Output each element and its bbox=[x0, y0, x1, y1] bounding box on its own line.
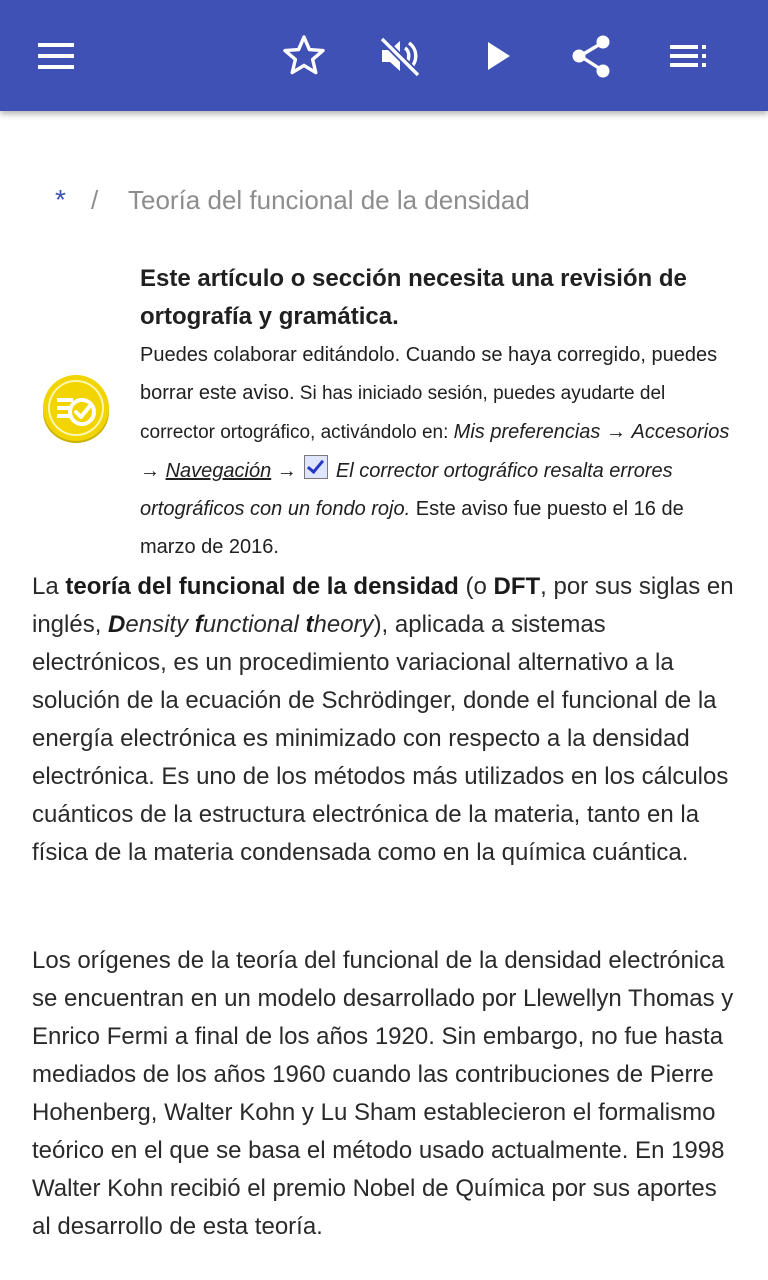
term-bold: teoría del funcional de la densidad bbox=[65, 573, 459, 600]
breadcrumb-separator: / bbox=[91, 185, 99, 215]
menu-icon bbox=[30, 30, 82, 82]
play-icon bbox=[472, 30, 524, 82]
app-bar bbox=[0, 0, 768, 111]
maintenance-notice bbox=[140, 260, 740, 566]
notice-text: Puedes colaborar editándolo. Cuando se haya corregido, puedes borrar este aviso. bbox=[140, 344, 718, 404]
notice-arrow: → bbox=[271, 460, 303, 482]
play-button[interactable] bbox=[472, 30, 524, 82]
article-paragraph-2: Los orígenes de la teoría del funcional de la densidad electrónica se encuentran en un modelo desarrollado por Llewellyn Thomas y Enrico Fermi a final de los años 1920. Sin embargo, no fue hasta mediados de los años 1960 cuando las contribuciones de Pierre Hohenberg, Walter Kohn y Lu Sham establecieron el formalismo teórico en el que se basa el método usado actualmente. En 1998 Walter Kohn recibió el premio Nobel de Química por sus aportes al desarrollo de esta teoría. bbox=[32, 947, 734, 1240]
breadcrumb bbox=[0, 182, 768, 218]
star-icon bbox=[278, 30, 330, 82]
notice-date: Este aviso fue puesto el 16 de marzo de 2016. bbox=[140, 498, 684, 558]
menu-button[interactable] bbox=[30, 30, 82, 82]
notice-spellcheck-desc: El corrector ortográfico resalta errores ortográficos con un fondo rojo. bbox=[140, 460, 673, 520]
text-run: unctional bbox=[202, 611, 306, 638]
notice-arrow: → bbox=[140, 460, 166, 482]
breadcrumb-current: Teoría del funcional de la densidad bbox=[128, 185, 530, 215]
notice-path-preferences: Mis preferencias bbox=[453, 421, 601, 443]
letter-bold: f bbox=[194, 611, 203, 638]
letter-bold: D bbox=[108, 611, 126, 638]
text-run: ), aplicada a sistemas electrónicos, es un procedimiento variacional alternativo a la solución de la ecuación de Schrödinger, donde el funcional de la energía electrónica es minimizado con respecto a la densidad electrónica. Es uno de los métodos más utilizados en los cálculos cuánticos de la estructura electrónica de la materia, tanto en la física de la materia condensada como en la química cuántica. bbox=[32, 611, 729, 866]
text-run: La bbox=[32, 573, 66, 600]
bookmark-button[interactable] bbox=[278, 30, 330, 82]
text-run: ensity bbox=[125, 611, 195, 638]
notice-body bbox=[140, 336, 740, 566]
mute-button[interactable] bbox=[374, 30, 426, 82]
contents-button[interactable] bbox=[662, 30, 714, 82]
letter-bold: t bbox=[305, 611, 314, 638]
notice-title: Este artículo o sección necesita una revisión de ortografía y gramática. bbox=[140, 265, 687, 330]
english-term bbox=[108, 611, 374, 638]
notice-help-text: Si has iniciado sesión, puedes ayudarte del corrector ortográfico, activándolo en: bbox=[140, 383, 666, 443]
share-button[interactable] bbox=[566, 30, 618, 82]
text-run: , por sus siglas en inglés, bbox=[32, 573, 734, 638]
notice-path-accessories: Accesorios bbox=[631, 421, 730, 443]
text-run: heory bbox=[313, 611, 374, 638]
notice-arrow: → bbox=[600, 421, 632, 443]
share-icon bbox=[566, 30, 618, 82]
abbr-bold: DFT bbox=[493, 573, 541, 600]
checkbox-checked-icon bbox=[304, 455, 328, 479]
notice-navigation-link[interactable]: Navegación bbox=[165, 460, 272, 482]
article-paragraph-1 bbox=[32, 568, 740, 872]
text-run: (o bbox=[458, 573, 494, 600]
breadcrumb-home-link[interactable]: * bbox=[55, 184, 66, 215]
list-icon bbox=[662, 30, 714, 82]
volume-off-icon bbox=[374, 30, 426, 82]
spellcheck-badge-icon bbox=[42, 372, 110, 444]
